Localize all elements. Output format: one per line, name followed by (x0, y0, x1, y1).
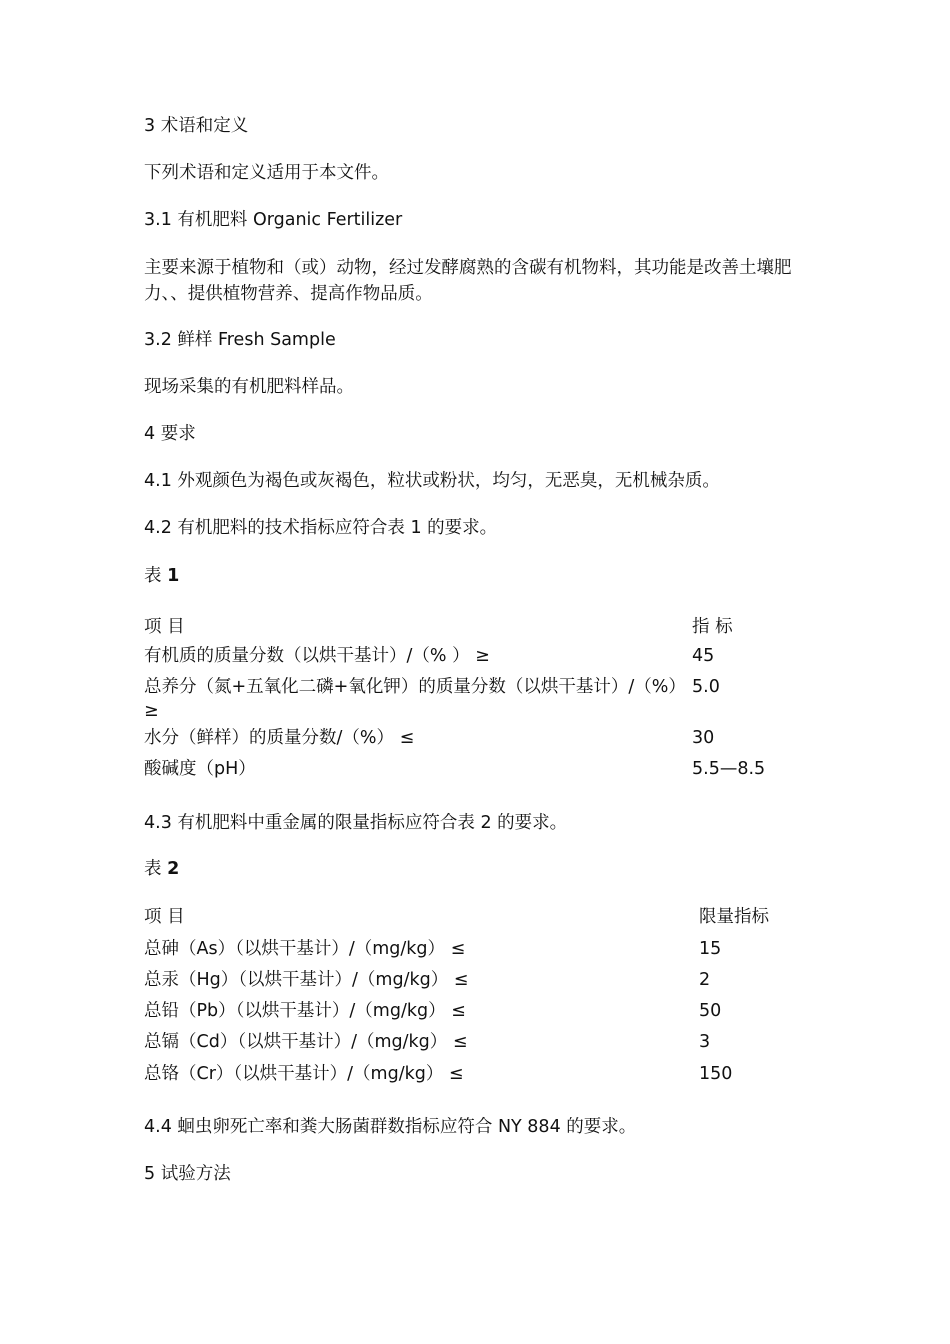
table-1-header-value: 指 标 (692, 617, 733, 637)
table-1-header-item: 项 目 (144, 617, 185, 637)
table-1-caption-prefix: 表 (144, 566, 168, 586)
table-cell-value: 15 (699, 939, 722, 959)
table-cell-item: 水分（鲜样）的质量分数/（%） ≤ (144, 728, 415, 748)
section-4-4: 4.4 蛔虫卵死亡率和粪大肠菌群数指标应符合 NY 884 的要求。 (144, 1117, 637, 1137)
section-3-1-body: 主要来源于植物和（或）动物，经过发酵腐熟的含碳有机物料，其功能是改善土壤肥力、、提供植物营养、提高作物品质。 (144, 258, 792, 304)
table-cell-item: 总镉（Cd）（以烘干基计）/（mg/kg） ≤ (144, 1032, 468, 1052)
table-cell-value: 3 (699, 1032, 711, 1052)
table-1-caption (144, 564, 179, 588)
section-4-2: 4.2 有机肥料的技术指标应符合表 1 的要求。 (144, 518, 498, 538)
table-cell-value: 5.5—8.5 (692, 759, 766, 779)
section-3-intro: 下列术语和定义适用于本文件。 (144, 163, 389, 183)
section-3-heading: 3 术语和定义 (144, 116, 249, 136)
table-2-caption (144, 857, 179, 881)
table-1-caption-number: 1 (167, 566, 180, 586)
table-2-caption-prefix: 表 (144, 859, 168, 879)
table-cell-item: 总砷（As）（以烘干基计）/（mg/kg） ≤ (144, 939, 466, 959)
section-4-heading: 4 要求 (144, 424, 196, 444)
table-2-header-item: 项 目 (144, 907, 185, 927)
table-2-caption-number: 2 (167, 859, 180, 879)
table-cell-item: 总铅（Pb）（以烘干基计）/（mg/kg） ≤ (144, 1001, 466, 1021)
table-cell-value: 30 (692, 728, 715, 748)
section-3-2-body: 现场采集的有机肥料样品。 (144, 377, 354, 397)
table-2-header-value: 限量指标 (699, 907, 769, 927)
section-3-1-heading: 3.1 有机肥料 Organic Fertilizer (144, 210, 403, 230)
section-5-heading: 5 试验方法 (144, 1164, 231, 1184)
table-cell-value: 50 (699, 1001, 722, 1021)
table-cell-item: 有机质的质量分数（以烘干基计）/（% ） ≥ (144, 646, 490, 666)
section-4-3: 4.3 有机肥料中重金属的限量指标应符合表 2 的要求。 (144, 813, 568, 833)
table-cell-item: 酸碱度（pH） (144, 759, 256, 779)
table-cell-value: 45 (692, 646, 715, 666)
table-cell-item: 总汞（Hg）（以烘干基计）/（mg/kg） ≤ (144, 970, 469, 990)
table-cell-value: 150 (699, 1064, 733, 1084)
table-cell-item: 总养分（氮+五氧化二磷+氧化钾）的质量分数（以烘干基计）/（%）≥ (144, 677, 686, 721)
table-cell-value: 2 (699, 970, 711, 990)
section-3-2-heading: 3.2 鲜样 Fresh Sample (144, 330, 336, 350)
table-cell-item: 总铬（Cr）（以烘干基计）/（mg/kg） ≤ (144, 1064, 464, 1084)
table-cell-value: 5.0 (692, 677, 720, 697)
section-4-1: 4.1 外观颜色为褐色或灰褐色，粒状或粉状，均匀，无恶臭，无机械杂质。 (144, 471, 720, 491)
